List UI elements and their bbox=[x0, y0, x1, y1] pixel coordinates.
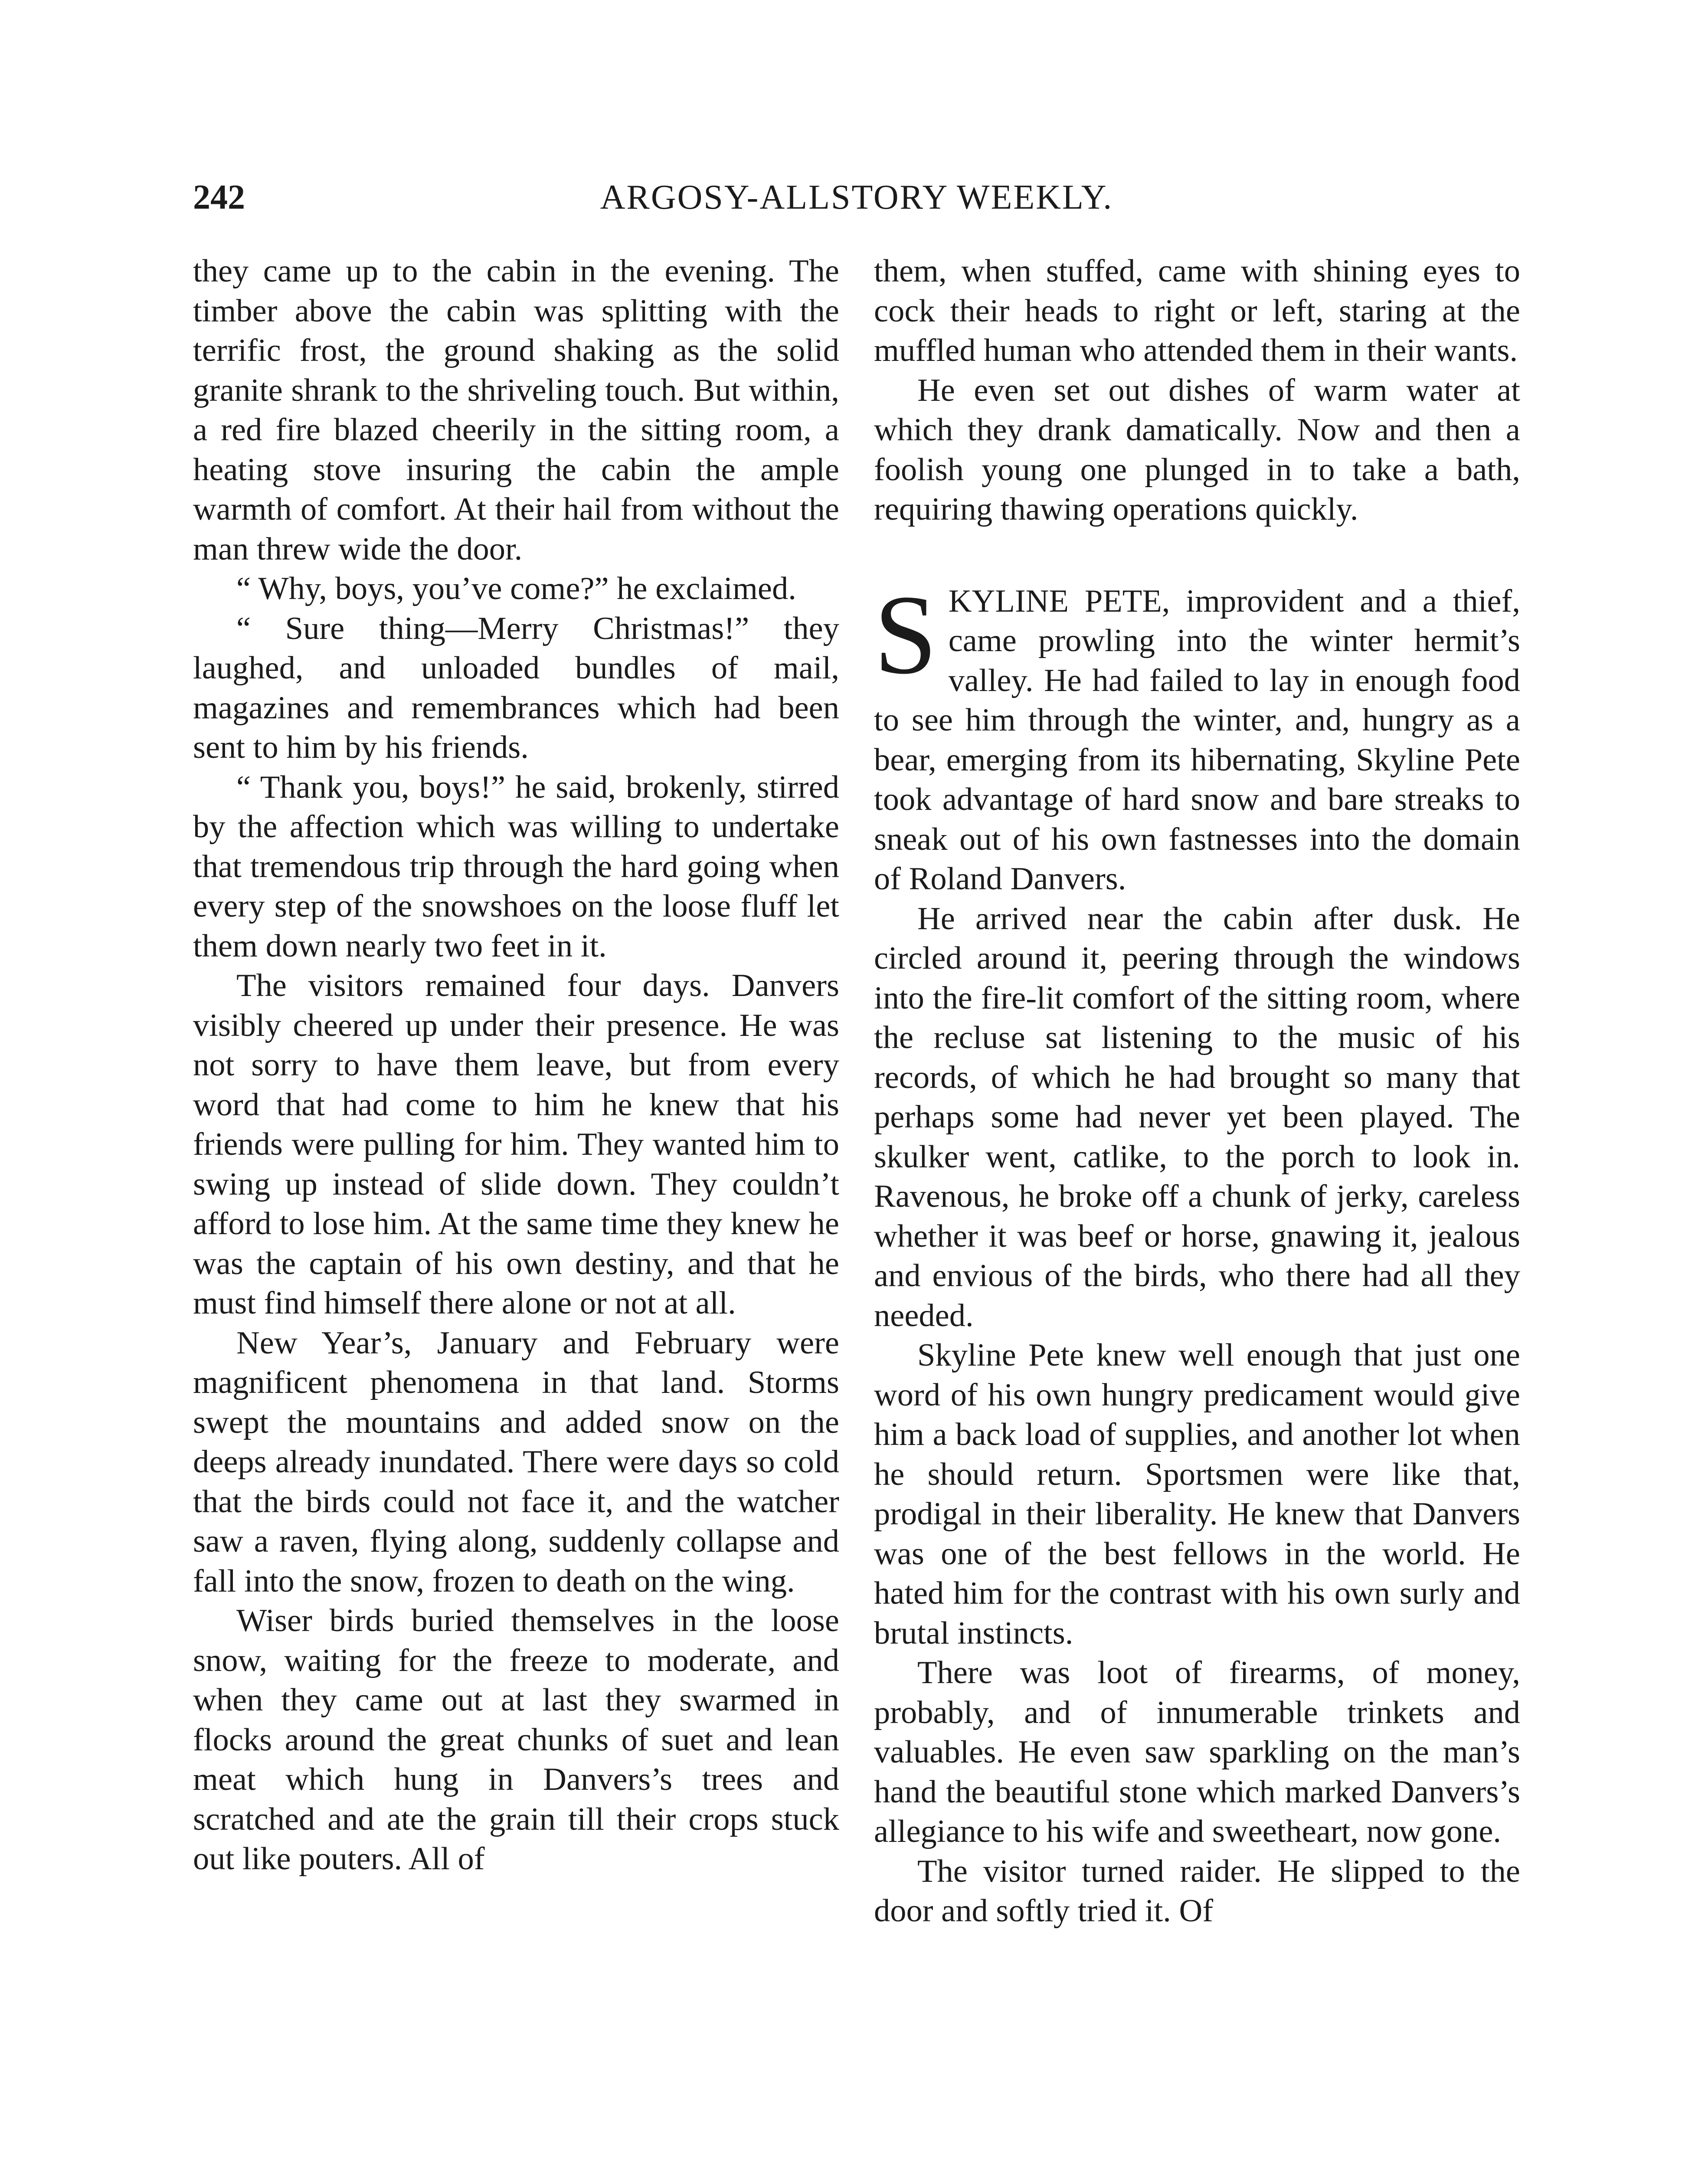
paragraph: There was loot of firearms, of money, probably, and of innumerable trinkets and valuables. He even saw sparkling on the man’s hand the beautiful stone which marked Danvers’s allegiance to his wife and sweetheart, now gone. bbox=[874, 1655, 1520, 1849]
paragraph: He even set out dishes of warm water at which they drank damatically. Now and then a foolish young one plunged in to take a bath, requiring thawing operations quickly. bbox=[874, 372, 1520, 527]
paragraph: New Year’s, January and February were magnificent phenomena in that land. Storms swept the mountains and added snow on the deeps already inundated. There were days so cold that the birds could not face it, and the watcher saw a raven, flying along, suddenly collapse and fall into the snow, frozen to death on the wing. bbox=[193, 1325, 839, 1599]
section-break bbox=[874, 530, 1520, 582]
paragraph: The visitors remained four days. Danvers visibly cheered up under their presence. He was not sorry to have them leave, but from every word that had come to him he knew that his friends were pulling for him. They wanted him to swing up instead of slide down. They couldn’t afford to lose him. At the same time they knew he was the captain of his own destiny, and that he must find himself there alone or not at all. bbox=[193, 968, 839, 1321]
running-title: ARGOSY-ALLSTORY WEEKLY. bbox=[600, 178, 1113, 216]
page-number: 242 bbox=[193, 178, 245, 216]
paragraph: them, when stuffed, came with shining eyes to cock their heads to right or left, staring at the muffled human who attended them in their wants. bbox=[874, 253, 1520, 368]
paragraph: The visitor turned raider. He slipped to the door and softly tried it. Of bbox=[874, 1853, 1520, 1929]
paragraph: He arrived near the cabin after dusk. He circled around it, peering through the windows into the fire-lit comfort of the sitting room, where the recluse sat listening to the music of his records, of which he had brought so many that perhaps some had never yet been played. The skulker went, catlike, to the porch to look in. Ravenous, he broke off a chunk of jerky, careless whether it was beef or horse, gnawing it, jealous and envious of the birds, who there had all they needed. bbox=[874, 901, 1520, 1334]
dropcap-paragraph bbox=[874, 571, 1520, 899]
page-header bbox=[193, 174, 1520, 221]
dropcap-paragraph-text: KYLINE PETE, improvident and a thief, came prowling into the winter hermit’s valley. He had failed to lay in enough food to see him through the winter, and, hungry as a bear, emerging from its hibernating, Skyline Pete took advantage of hard snow and bare streaks to sneak out of his own fastnesses into the domain of Roland Danvers. bbox=[874, 583, 1520, 897]
left-column bbox=[193, 252, 839, 1879]
paragraph: “ Why, boys, you’ve come?” he exclaimed. bbox=[236, 571, 796, 606]
paragraph: Wiser birds buried themselves in the loose snow, waiting for the freeze to moderate, and when they came out at last they swarmed in flocks around the great chunks of suet and lean meat which hung in Danvers’s trees and scratched and ate the grain till their crops stuck out like pouters. All of bbox=[193, 1603, 839, 1877]
drop-cap: S bbox=[874, 571, 937, 698]
paragraph: “ Sure thing—Merry Christmas!” they laughed, and unloaded bundles of mail, magazines and remembrances which had been sent to him by his friends. bbox=[193, 610, 839, 765]
paragraph: “ Thank you, boys!” he said, brokenly, stirred by the affection which was willing to undertake that tremendous trip through the hard going when every step of the snowshoes on the loose fluff let them down nearly two feet in it. bbox=[193, 769, 839, 964]
paragraph: Skyline Pete knew well enough that just one word of his own hungry predicament would give him a back load of supplies, and another lot when he should return. Sportsmen were like that, prodigal in their liberality. He knew that Danvers was one of the best fellows in the world. He hated him for the contrast with his own surly and brutal instincts. bbox=[874, 1337, 1520, 1651]
right-column bbox=[874, 252, 1520, 1931]
paragraph: they came up to the cabin in the evening. The timber above the cabin was splitting with the terrific frost, the ground shaking as the solid granite shrank to the shriveling touch. But within, a red fire blazed cheerily in the sitting room, a heating stove insuring the cabin the ample warmth of comfort. At their hail from without the man threw wide the door. bbox=[193, 253, 839, 567]
